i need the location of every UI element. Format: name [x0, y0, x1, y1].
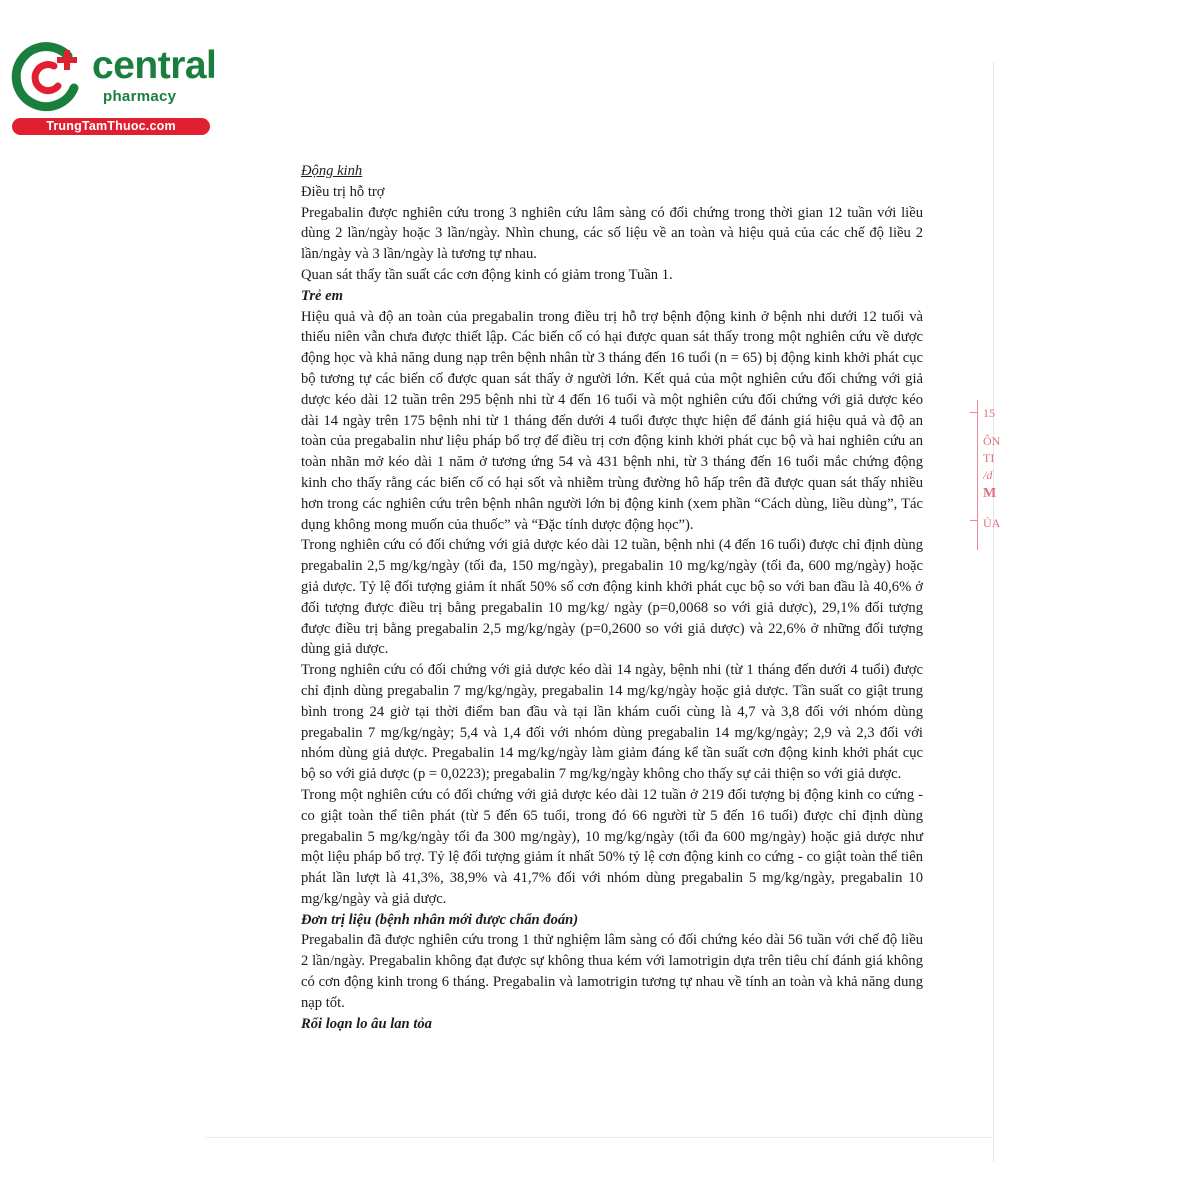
subheading-generalized-anxiety: Rối loạn lo âu lan tỏa	[301, 1015, 432, 1032]
page-edge-bottom	[205, 1137, 995, 1138]
stamp-text: 15	[983, 406, 995, 420]
paragraph: Trong nghiên cứu có đối chứng với giả dược kéo dài 12 tuần, bệnh nhi (4 đến 16 tuổi) được chỉ định dùng pregabalin 2,5 mg/kg/ngày (tối đa, 150 mg/ngày), pregabalin 10 mg/kg/ngày (tối đa, 600 mg/ngày) hoặc giả dược. Tỷ lệ đối tượng giảm ít nhất 50% số cơn động kinh khởi phát cục bộ so với ban đầu là 40,6% ở đối tượng được điều trị bằng pregabalin 10 mg/kg/ ngày (p=0,0068 so với giả dược), 29,1% đối tượng được điều trị bằng pregabalin 2,5 mg/kg/ngày (p=0,2600 so với giả dược) và 22,6% ở những đối tượng dùng giả dược.	[301, 537, 923, 658]
stamp-text: TI	[983, 451, 995, 465]
brand-subtitle: pharmacy	[103, 88, 177, 105]
central-pharmacy-logo	[10, 36, 225, 136]
pharmacy-cross-logo-icon	[10, 36, 90, 116]
stamp-tick	[970, 520, 977, 521]
brand-url-badge: TrungTamThuoc.com	[12, 118, 210, 135]
stamp-tick	[970, 412, 977, 413]
subheading-adjunct-therapy: Điều trị hỗ trợ	[301, 183, 385, 200]
section-heading-epilepsy: Động kinh	[301, 163, 363, 179]
paragraph: Trong nghiên cứu có đối chứng với giả dược kéo dài 14 ngày, bệnh nhi (từ 1 tháng đến dưới 4 tuổi) được chỉ định dùng pregabalin 7 mg/kg/ngày, pregabalin 14 mg/kg/ngày hoặc giả dược. Tần suất co giật trung bình trong 24 giờ tại thời điểm ban đầu và tại lần khám cuối cùng là 4,7 và 3,8 đối với nhóm dùng pregabalin 7 mg/kg/ngày; 5,4 và 1,4 đối với nhóm dùng pregabalin 14 mg/kg/ngày; 2,9 và 2,3 đối với nhóm dùng giả dược. Pregabalin 14 mg/kg/ngày làm giảm đáng kể tần suất cơn động kinh khởi phát cục bộ so với giả dược (p = 0,0223); pregabalin 7 mg/kg/ngày không cho thấy sự cải thiện so với giả dược.	[301, 662, 923, 783]
page-edge-right	[993, 62, 994, 1162]
subheading-monotherapy: Đơn trị liệu (bệnh nhân mới được chẩn đoán)	[301, 911, 579, 928]
stamp-fragment	[977, 400, 1000, 550]
stamp-text: ỦA	[983, 516, 1001, 530]
paragraph: Pregabalin đã được nghiên cứu trong 1 thử nghiệm lâm sàng có đối chứng kéo dài 56 tuần với chế độ liều 2 lần/ngày. Pregabalin không đạt được sự không thua kém với lamotrigin dựa trên tiêu chí đánh giá không có cơn động kinh trong 6 tháng. Pregabalin và lamotrigin tương tự nhau về tính an toàn và khả năng dung nạp tốt.	[301, 932, 923, 1011]
paragraph: Quan sát thấy tần suất các cơn động kinh có giảm trong Tuần 1.	[301, 266, 673, 283]
stamp-text: /d	[983, 468, 993, 482]
subheading-children: Trẻ em	[301, 287, 344, 304]
paragraph: Trong một nghiên cứu có đối chứng với giả dược kéo dài 12 tuần ở 219 đối tượng bị động kinh co cứng - co giật toàn thể tiên phát (từ 5 đến 65 tuổi, trong đó 66 người từ 5 đến 16 tuổi) được chỉ định dùng pregabalin 5 mg/kg/ngày tối đa 300 mg/ngày), 10 mg/kg/ngày (tối đa 600 mg/ngày) hoặc giả dược như một liệu pháp bổ trợ. Tỷ lệ đối tượng giảm ít nhất 50% tỷ lệ cơn động kinh co cứng - co giật toàn thể tiên phát lần lượt là 41,3%, 38,9% và 41,7% đối với nhóm dùng pregabalin 5 mg/kg/ngày, pregabalin 10 mg/kg/ngày và giả dược.	[301, 786, 923, 907]
stamp-text: M	[983, 486, 997, 501]
document-body	[301, 161, 923, 1034]
stamp-text: ÔN	[983, 434, 1001, 448]
paragraph: Hiệu quả và độ an toàn của pregabalin trong điều trị hỗ trợ bệnh động kinh ở bệnh nhi dưới 12 tuổi và thiếu niên vẫn chưa được thiết lập. Các biến cố có hại được quan sát thấy trong một nghiên cứu về dược động học và khả năng dung nạp trên bệnh nhân từ 3 tháng đến 16 tuổi (n = 65) bị động kinh khởi phát cục bộ tương tự các biến cố được quan sát thấy ở người lớn. Kết quả của một nghiên cứu đối chứng với giả dược kéo dài 12 tuần trên 295 bệnh nhi từ 4 đến 16 tuổi và một nghiên cứu đối chứng với giả dược kéo dài 14 ngày trên 175 bệnh nhi từ 1 tháng đến dưới 4 tuổi được thực hiện để đánh giá hiệu quả và độ an toàn của pregabalin như liệu pháp bổ trợ để điều trị cơn động kinh khởi phát cục bộ và hai nghiên cứu an toàn nhãn mở kéo dài 1 năm ở tương ứng 54 và 431 bệnh nhi, từ 3 tháng đến 16 tuổi mắc chứng động kinh cho thấy rằng các biến cố có hại sốt và nhiễm trùng đường hô hấp trên đã được quan sát thấy nhiều hơn trong các nghiên cứu trên bệnh nhân người lớn bị động kinh (xem phần “Cách dùng, liều dùng”, Tác dụng không mong muốn của thuốc” và “Đặc tính dược động học”).	[301, 308, 923, 533]
paragraph: Pregabalin được nghiên cứu trong 3 nghiên cứu lâm sàng có đối chứng trong thời gian 12 tuần với liều dùng 2 lần/ngày hoặc 3 lần/ngày. Nhìn chung, các số liệu về an toàn và hiệu quả của các chế độ liều 2 lần/ngày và 3 lần/ngày là tương tự nhau.	[301, 204, 923, 263]
brand-name: central	[92, 44, 217, 87]
